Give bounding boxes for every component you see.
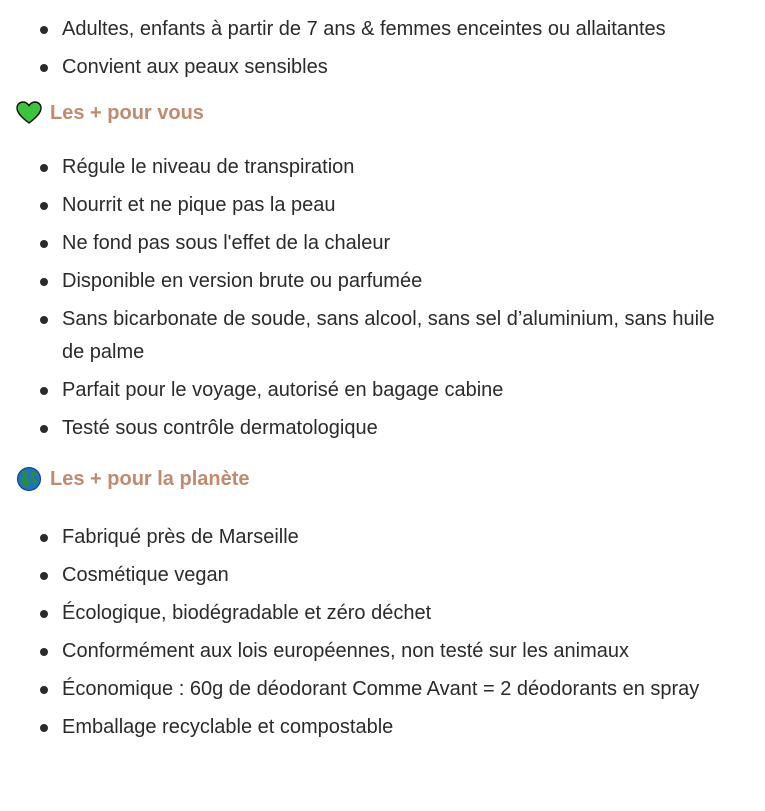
list-item-text: Fabriqué près de Marseille: [62, 526, 299, 548]
list-item: [0, 673, 765, 706]
bullet-dot: [40, 240, 48, 248]
earth-globe-icon: [16, 466, 42, 492]
list-item-text: Testé sous contrôle dermatologique: [62, 417, 378, 439]
list-item-text: Régule le niveau de transpiration: [62, 156, 355, 178]
list-item: [0, 13, 765, 46]
list-item: [0, 374, 765, 407]
bullet-dot: [40, 572, 48, 580]
bullet-dot: [40, 278, 48, 286]
bullet-dot: [40, 425, 48, 433]
bullet-dot: [40, 64, 48, 72]
bullet-dot: [40, 387, 48, 395]
list-item: [0, 635, 765, 668]
green-heart-icon: [16, 100, 42, 126]
list-item: [0, 51, 765, 84]
list-item: [0, 227, 765, 260]
list-item: [0, 265, 765, 298]
benefits-list-planete: [0, 521, 765, 744]
list-item: [0, 151, 765, 184]
section-title-text: Les + pour la planète: [50, 467, 250, 490]
list-item-text: Ne fond pas sous l'effet de la chaleur: [62, 232, 391, 254]
list-item: [0, 412, 765, 445]
bullet-dot: [40, 610, 48, 618]
list-item-text: Convient aux peaux sensibles: [62, 56, 328, 78]
list-item: [0, 597, 765, 630]
bullet-dot: [40, 164, 48, 172]
bullet-dot: [40, 316, 48, 324]
list-item: [0, 711, 765, 744]
section-title-vous: [0, 98, 765, 128]
list-item-text: Disponible en version brute ou parfumée: [62, 270, 423, 292]
bullet-dot: [40, 724, 48, 732]
list-item: [0, 559, 765, 592]
list-item-text: Nourrit et ne pique pas la peau: [62, 194, 336, 216]
list-item-text: Emballage recyclable et compostable: [62, 716, 394, 738]
list-item-text: Cosmétique vegan: [62, 564, 229, 586]
benefits-list-vous: [0, 151, 765, 445]
list-item-text: Adultes, enfants à partir de 7 ans & femmes enceintes ou allaitantes: [62, 18, 666, 40]
bullet-dot: [40, 648, 48, 656]
list-item: [0, 303, 765, 369]
list-item-text: Parfait pour le voyage, autorisé en bagage cabine: [62, 379, 504, 401]
bullet-dot: [40, 534, 48, 542]
list-item: [0, 189, 765, 222]
bullet-dot: [40, 686, 48, 694]
list-item-text: Sans bicarbonate de soude, sans alcool, sans sel d’aluminium, sans huile de palme: [62, 308, 715, 363]
section-title-planete: [0, 464, 765, 494]
section-title-text: Les + pour vous: [50, 101, 204, 124]
list-item-text: Conformément aux lois européennes, non testé sur les animaux: [62, 640, 629, 662]
list-item: [0, 521, 765, 554]
intro-list: [0, 0, 765, 84]
bullet-dot: [40, 26, 48, 34]
list-item-text: Économique : 60g de déodorant Comme Avant = 2 déodorants en spray: [62, 678, 700, 700]
bullet-dot: [40, 202, 48, 210]
list-item-text: Écologique, biodégradable et zéro déchet: [62, 602, 432, 624]
